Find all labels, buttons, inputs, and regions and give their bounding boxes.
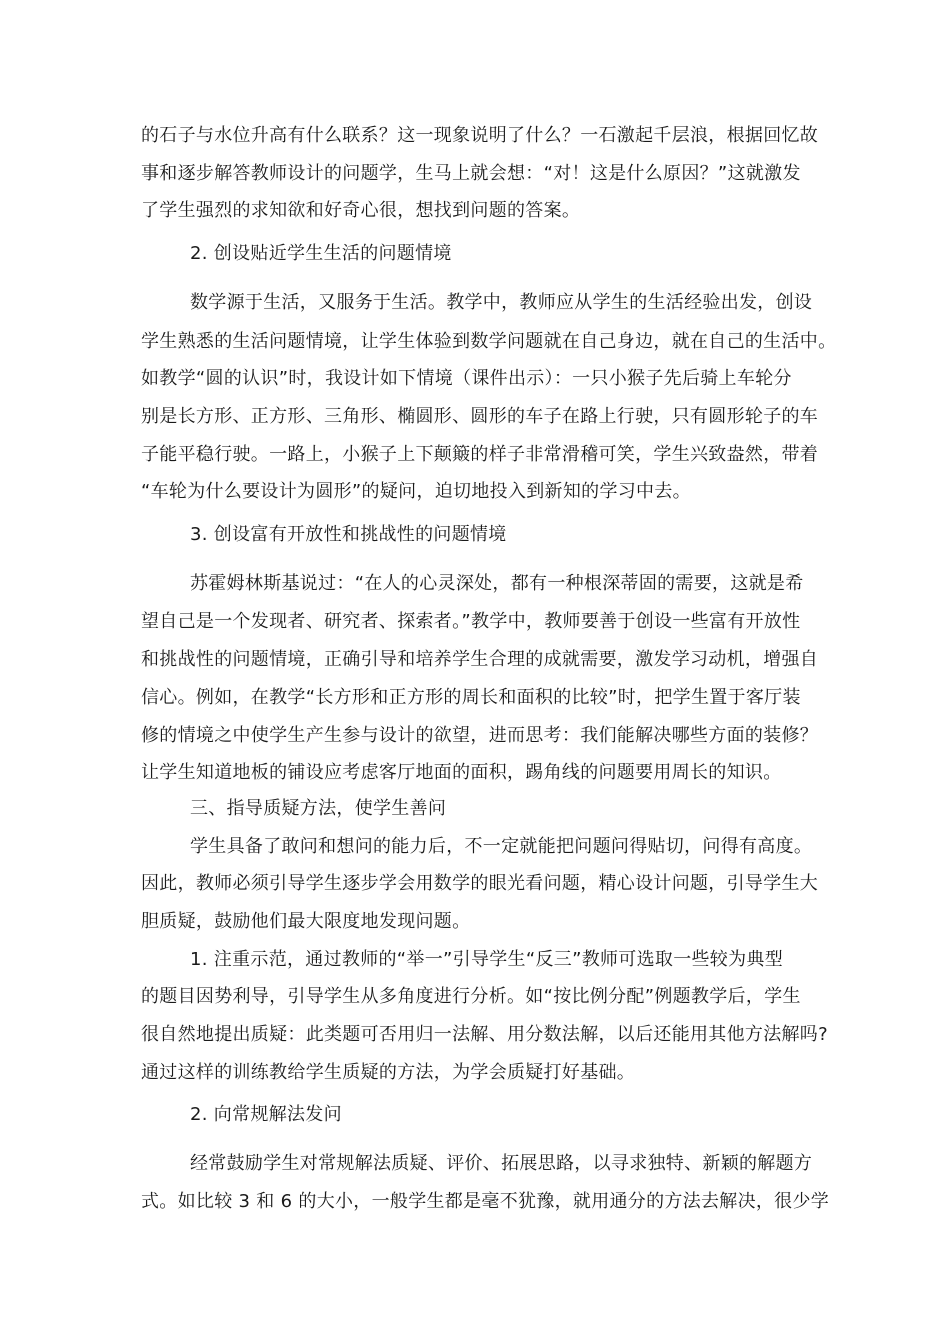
paragraph-line: 经常鼓励学生对常规解法质疑、评价、拓展思路，以寻求独特、新颖的解题方 xyxy=(190,1153,813,1174)
section-heading: 2. 创设贴近学生生活的问题情境 xyxy=(190,243,452,264)
paragraph-line: 的题目因势利导，引导学生从多角度进行分析。如“按比例分配”例题教学后，学生 xyxy=(141,986,801,1007)
paragraph-line: 修的情境之中使学生产生参与设计的欲望，进而思考：我们能解决哪些方面的装修？ xyxy=(141,725,819,746)
paragraph-line: 让学生知道地板的铺设应考虑客厅地面的面积，踢角线的问题要用周长的知识。 xyxy=(141,762,782,783)
paragraph-line: 的石子与水位升高有什么联系？这一现象说明了什么？一石激起千层浪，根据回忆故 xyxy=(141,125,819,146)
section-heading: 2. 向常规解法发问 xyxy=(190,1104,342,1125)
paragraph-line: 因此，教师必须引导学生逐步学会用数学的眼光看问题，精心设计问题，引导学生大 xyxy=(141,873,819,894)
section-heading: 3. 创设富有开放性和挑战性的问题情境 xyxy=(190,524,507,545)
paragraph-line: 式。如比较 3 和 6 的大小，一般学生都是毫不犹豫，就用通分的方法去解决，很少学 xyxy=(141,1191,830,1212)
paragraph-line: 胆质疑，鼓励他们最大限度地发现问题。 xyxy=(141,911,471,932)
paragraph-line: 别是长方形、正方形、三角形、椭圆形、圆形的车子在路上行驶，只有圆形轮子的车 xyxy=(141,406,819,427)
section-heading: 三、指导质疑方法，使学生善问 xyxy=(190,798,447,819)
paragraph-line: 1. 注重示范，通过教师的“举一”引导学生“反三”教师可选取一些较为典型 xyxy=(190,949,783,970)
paragraph-line: 数学源于生活，又服务于生活。教学中，教师应从学生的生活经验出发，创设 xyxy=(190,292,813,313)
paragraph-line: 和挑战性的问题情境，正确引导和培养学生合理的成就需要，激发学习动机，增强自 xyxy=(141,649,819,670)
paragraph-line: 苏霍姆林斯基说过：“在人的心灵深处，都有一种根深蒂固的需要，这就是希 xyxy=(190,573,804,594)
paragraph-line: 学生具备了敢问和想问的能力后，不一定就能把问题问得贴切，问得有高度。 xyxy=(190,836,813,857)
paragraph-line: 很自然地提出质疑：此类题可否用归一法解、用分数法解，以后还能用其他方法解吗? xyxy=(141,1024,828,1045)
paragraph-line: 望自己是一个发现者、研究者、探索者。”教学中，教师要善于创设一些富有开放性 xyxy=(141,611,801,632)
paragraph-line: 了学生强烈的求知欲和好奇心很，想找到问题的答案。 xyxy=(141,200,581,221)
paragraph-line: 子能平稳行驶。一路上，小猴子上下颠簸的样子非常滑稽可笑，学生兴致盎然，带着 xyxy=(141,444,819,465)
paragraph-line: 通过这样的训练教给学生质疑的方法，为学会质疑打好基础。 xyxy=(141,1062,636,1083)
paragraph-line: 事和逐步解答教师设计的问题学，生马上就会想：“对！这是什么原因？”这就激发 xyxy=(141,163,801,184)
paragraph-line: 学生熟悉的生活问题情境，让学生体验到数学问题就在自己身边，就在自己的生活中。 xyxy=(141,331,837,352)
paragraph-line: 如教学“圆的认识”时，我设计如下情境（课件出示）：一只小猴子先后骑上车轮分 xyxy=(141,368,792,389)
paragraph-line: “车轮为什么要设计为圆形”的疑问，迫切地投入到新知的学习中去。 xyxy=(141,481,691,502)
paragraph-line: 信心。例如，在教学“长方形和正方形的周长和面积的比较”时，把学生置于客厅装 xyxy=(141,687,801,708)
